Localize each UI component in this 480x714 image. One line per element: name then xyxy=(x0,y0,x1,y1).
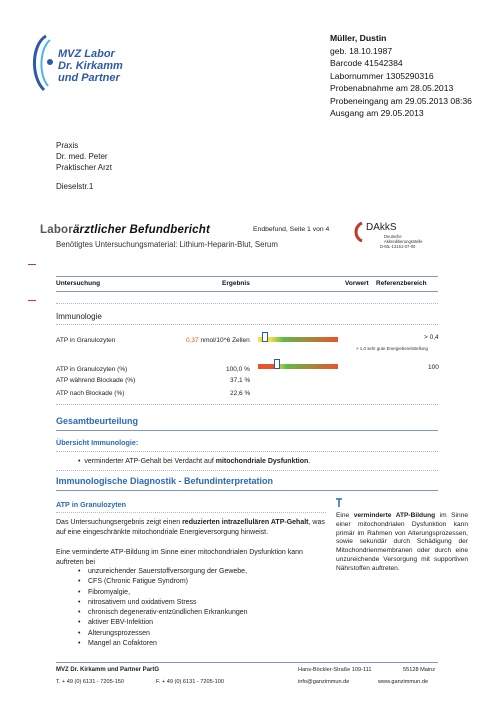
result-bar xyxy=(258,337,338,343)
list-item: • Alterungsprozessen xyxy=(78,629,328,639)
side-bold: verminderte ATP-Bildung xyxy=(353,512,436,519)
list-item: • nitrosativem und oxidativem Stress xyxy=(78,598,328,608)
table-row-value xyxy=(186,337,250,344)
col-header-ref: Referenzbereich xyxy=(376,280,427,287)
side-pre: Eine xyxy=(336,512,354,519)
logo-line3: und Partner xyxy=(58,72,120,84)
recipient-address xyxy=(56,140,112,192)
report-title-main: ärztlicher Befundbericht xyxy=(72,224,211,236)
footer-company: MVZ Dr. Kirkamm und Partner PartG xyxy=(56,667,160,673)
bar-marker xyxy=(274,359,280,369)
patient-dob: geb. 18.10.1987 xyxy=(330,45,393,56)
table-header-rule xyxy=(56,291,438,292)
margin-mark xyxy=(28,300,36,301)
interpretation-paragraph-1 xyxy=(56,518,328,537)
summary-sub: Übersicht Immunologie: xyxy=(56,438,139,447)
table-row-name: ATP während Blockade (%) xyxy=(56,377,136,384)
summary-text-bold: mitochondriale Dysfunktion xyxy=(215,458,309,465)
col-header-result: Ergebnis xyxy=(222,280,250,287)
footer-city: 55128 Mainz xyxy=(403,667,436,673)
table-row-name: ATP in Granulozyten xyxy=(56,337,116,344)
list-item: • CFS (Chronic Fatigue Syndrom) xyxy=(78,577,328,587)
group-rule xyxy=(56,324,438,325)
margin-mark xyxy=(28,264,36,265)
summary-sub-rule xyxy=(56,451,438,452)
summary-heading: Gesamtbeurteilung xyxy=(56,416,139,426)
summary-end-rule xyxy=(56,470,438,471)
dakks-sub3: D-ML-13151-07-00 xyxy=(380,244,416,249)
bar-segment-range xyxy=(274,364,338,369)
bar-segment-range xyxy=(270,337,338,342)
table-dotted-rule xyxy=(56,303,438,304)
logo-line1: MVZ Labor xyxy=(58,48,115,60)
interpretation-sub: ATP in Granulozyten xyxy=(56,500,127,509)
side-note xyxy=(336,512,468,574)
logo-line2: Dr. Kirkamm xyxy=(58,60,123,72)
table-row-ref: 100 xyxy=(428,364,439,371)
p1-post: , was auf eine eingeschränkte mitochondriale Energieversorgung hinweist. xyxy=(56,519,325,536)
dakks-logo-icon xyxy=(352,222,366,242)
interpretation-paragraph-2: Eine verminderte ATP-Bildung im Sinne einer mitochondrialen Dysfunktion kann auftreten bei xyxy=(56,549,303,566)
causes-list xyxy=(78,567,328,649)
summary-text-pre: verminderter ATP-Gehalt bei Verdacht auf xyxy=(84,458,216,465)
bar-segment-low xyxy=(258,364,274,369)
footer-web[interactable]: www.ganzimmun.de xyxy=(378,679,429,685)
row-unit: nmol/10^6 Zellen xyxy=(200,337,250,344)
summary-text-post: . xyxy=(308,458,311,465)
table-row-value: 37,1 % xyxy=(230,377,251,384)
patient-output: Ausgang am 29.05.2013 xyxy=(330,108,424,118)
table-row-ref-note: > 1,0 sehr gute Energiebereitstellung xyxy=(356,346,428,351)
table-row-ref: > 0,4 xyxy=(424,334,439,341)
table-row-name: ATP in Granulozyten (%) xyxy=(56,366,128,373)
patient-labnr: Labornummer 1305290316 xyxy=(330,70,434,81)
table-bottom-rule xyxy=(56,404,438,405)
recipient-line2: Dr. med. Peter xyxy=(56,152,108,161)
dakks-sub1: Deutsche xyxy=(384,234,402,239)
list-item: • Fibromyalgie, xyxy=(78,588,328,598)
interpretation-sub-rule xyxy=(56,512,326,513)
footer-rule xyxy=(56,662,438,663)
recipient-street: Dieselstr.1 xyxy=(56,182,94,191)
list-item: • unzureichender Sauerstoffversorgung der Gewebe, xyxy=(78,567,328,577)
group-immunologie: Immunologie xyxy=(56,312,102,321)
table-row-name: ATP nach Blockade (%) xyxy=(56,390,125,397)
summary-rule xyxy=(56,430,438,431)
interpretation-rule xyxy=(56,490,438,491)
patient-name: Müller, Dustin xyxy=(330,33,387,43)
pin-icon xyxy=(335,498,343,508)
list-item: • Mangel an Cofaktoren xyxy=(78,639,328,649)
bullet-dot: • xyxy=(78,458,85,465)
p1-pre: Das Untersuchungsergebnis zeigt einen xyxy=(56,519,183,526)
dakks-badge xyxy=(352,220,432,256)
table-row-value: 22,6 % xyxy=(230,390,251,397)
bar-marker xyxy=(262,332,268,342)
interpretation-heading: Immunologische Diagnostik - Befundinterpretation xyxy=(56,476,274,486)
dakks-sub2: Akkreditierungsstelle xyxy=(384,239,423,244)
row-value-low: 0,37 xyxy=(186,337,199,344)
patient-info xyxy=(330,32,475,120)
patient-sampling: Probenabnahme am 28.05.2013 xyxy=(330,83,454,93)
table-top-rule xyxy=(56,276,438,277)
col-header-prev: Vorwert xyxy=(345,280,369,287)
result-bar xyxy=(258,364,338,370)
report-material: Benötigtes Untersuchungsmaterial: Lithium-Heparin-Blut, Serum xyxy=(56,240,278,249)
patient-receipt: Probeneingang am 29.05.2013 08:36 xyxy=(330,95,472,106)
recipient-line1: Praxis xyxy=(56,141,79,150)
footer-tel: T. + 49 (0) 6131 - 7205-150 xyxy=(56,679,124,685)
side-post: im Sinne einer mitochondrialen Dysfunktion kann primär im Rahmen von Alterungsprozessen, sowie sekundär durch Schädigung der Mitochondrienmembranen oder durch eine unzureichende Versorgung mit supportiven Nährstoffen auftreten. xyxy=(336,512,469,572)
summary-bullet xyxy=(78,457,310,467)
recipient-line3: Praktischer Arzt xyxy=(56,163,113,172)
p1-bold: reduzierten intrazellulären ATP-Gehalt xyxy=(182,519,309,526)
footer-fax: F. + 49 (0) 6131 - 7205-100 xyxy=(156,679,224,685)
footer-email[interactable]: info@ganzimmun.de xyxy=(298,679,350,685)
logo-swirl-icon xyxy=(28,34,62,92)
table-row-value: 100,0 % xyxy=(226,366,250,373)
col-header-test: Untersuchung xyxy=(56,280,101,287)
footer-address: Hans-Böckler-Straße 109-111 xyxy=(298,667,372,673)
lab-logo xyxy=(28,34,148,94)
report-status: Endbefund, Seite 1 von 4 xyxy=(253,226,330,233)
dakks-name: DAkkS xyxy=(366,222,397,233)
patient-barcode: Barcode 41542384 xyxy=(330,58,403,68)
report-title xyxy=(40,224,210,236)
list-item: • aktiver EBV-Infektion xyxy=(78,618,328,628)
list-item: • chronisch degenerativ-entzündlichen Erkrankungen xyxy=(78,608,328,618)
report-title-prefix: Labor xyxy=(40,224,73,236)
